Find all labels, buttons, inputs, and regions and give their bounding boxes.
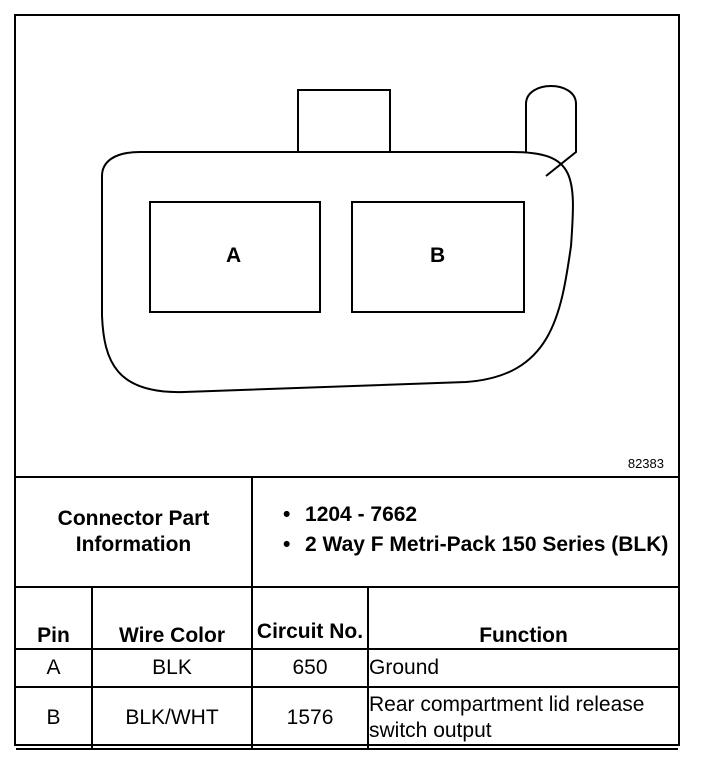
header-function: Function [368,587,678,649]
part-info-row [16,477,678,587]
part-info-list-cell [252,477,678,587]
row-b-wire-color: BLK/WHT [92,687,252,749]
row-b-pin: B [16,687,92,749]
row-a-circuit: 650 [252,649,368,687]
table-row [16,687,678,749]
latch [526,86,576,176]
locking-tab [298,90,390,152]
header-circuit [252,587,368,649]
part-description: • 2 Way F Metri-Pack 150 Series (BLK) [283,532,678,558]
pin-label-b: B [430,244,446,267]
connector-diagram [16,16,678,476]
part-number: • 1204 - 7662 [283,502,678,528]
connector-outline [16,16,678,476]
row-b-circuit: 1576 [252,687,368,749]
header-wire-color: Wire Color [92,587,252,649]
row-a-wire-color: BLK [92,649,252,687]
header-row [16,587,678,649]
connector-figure [14,14,680,746]
part-info-label: Connector Part Information [57,507,210,556]
part-info-list [253,494,678,570]
header-circuit-label: Circuit No. [256,620,364,643]
row-b-function: Rear compartment lid release switch output [368,687,678,749]
connector-body [102,152,573,392]
part-info-label-cell [16,477,252,587]
row-a-function: Ground [368,649,678,687]
figure-id: 82383 [627,456,664,471]
table-row [16,649,678,687]
row-a-pin: A [16,649,92,687]
pin-label-a: A [226,244,242,267]
connector-table [16,476,678,750]
header-pin: Pin [16,587,92,649]
